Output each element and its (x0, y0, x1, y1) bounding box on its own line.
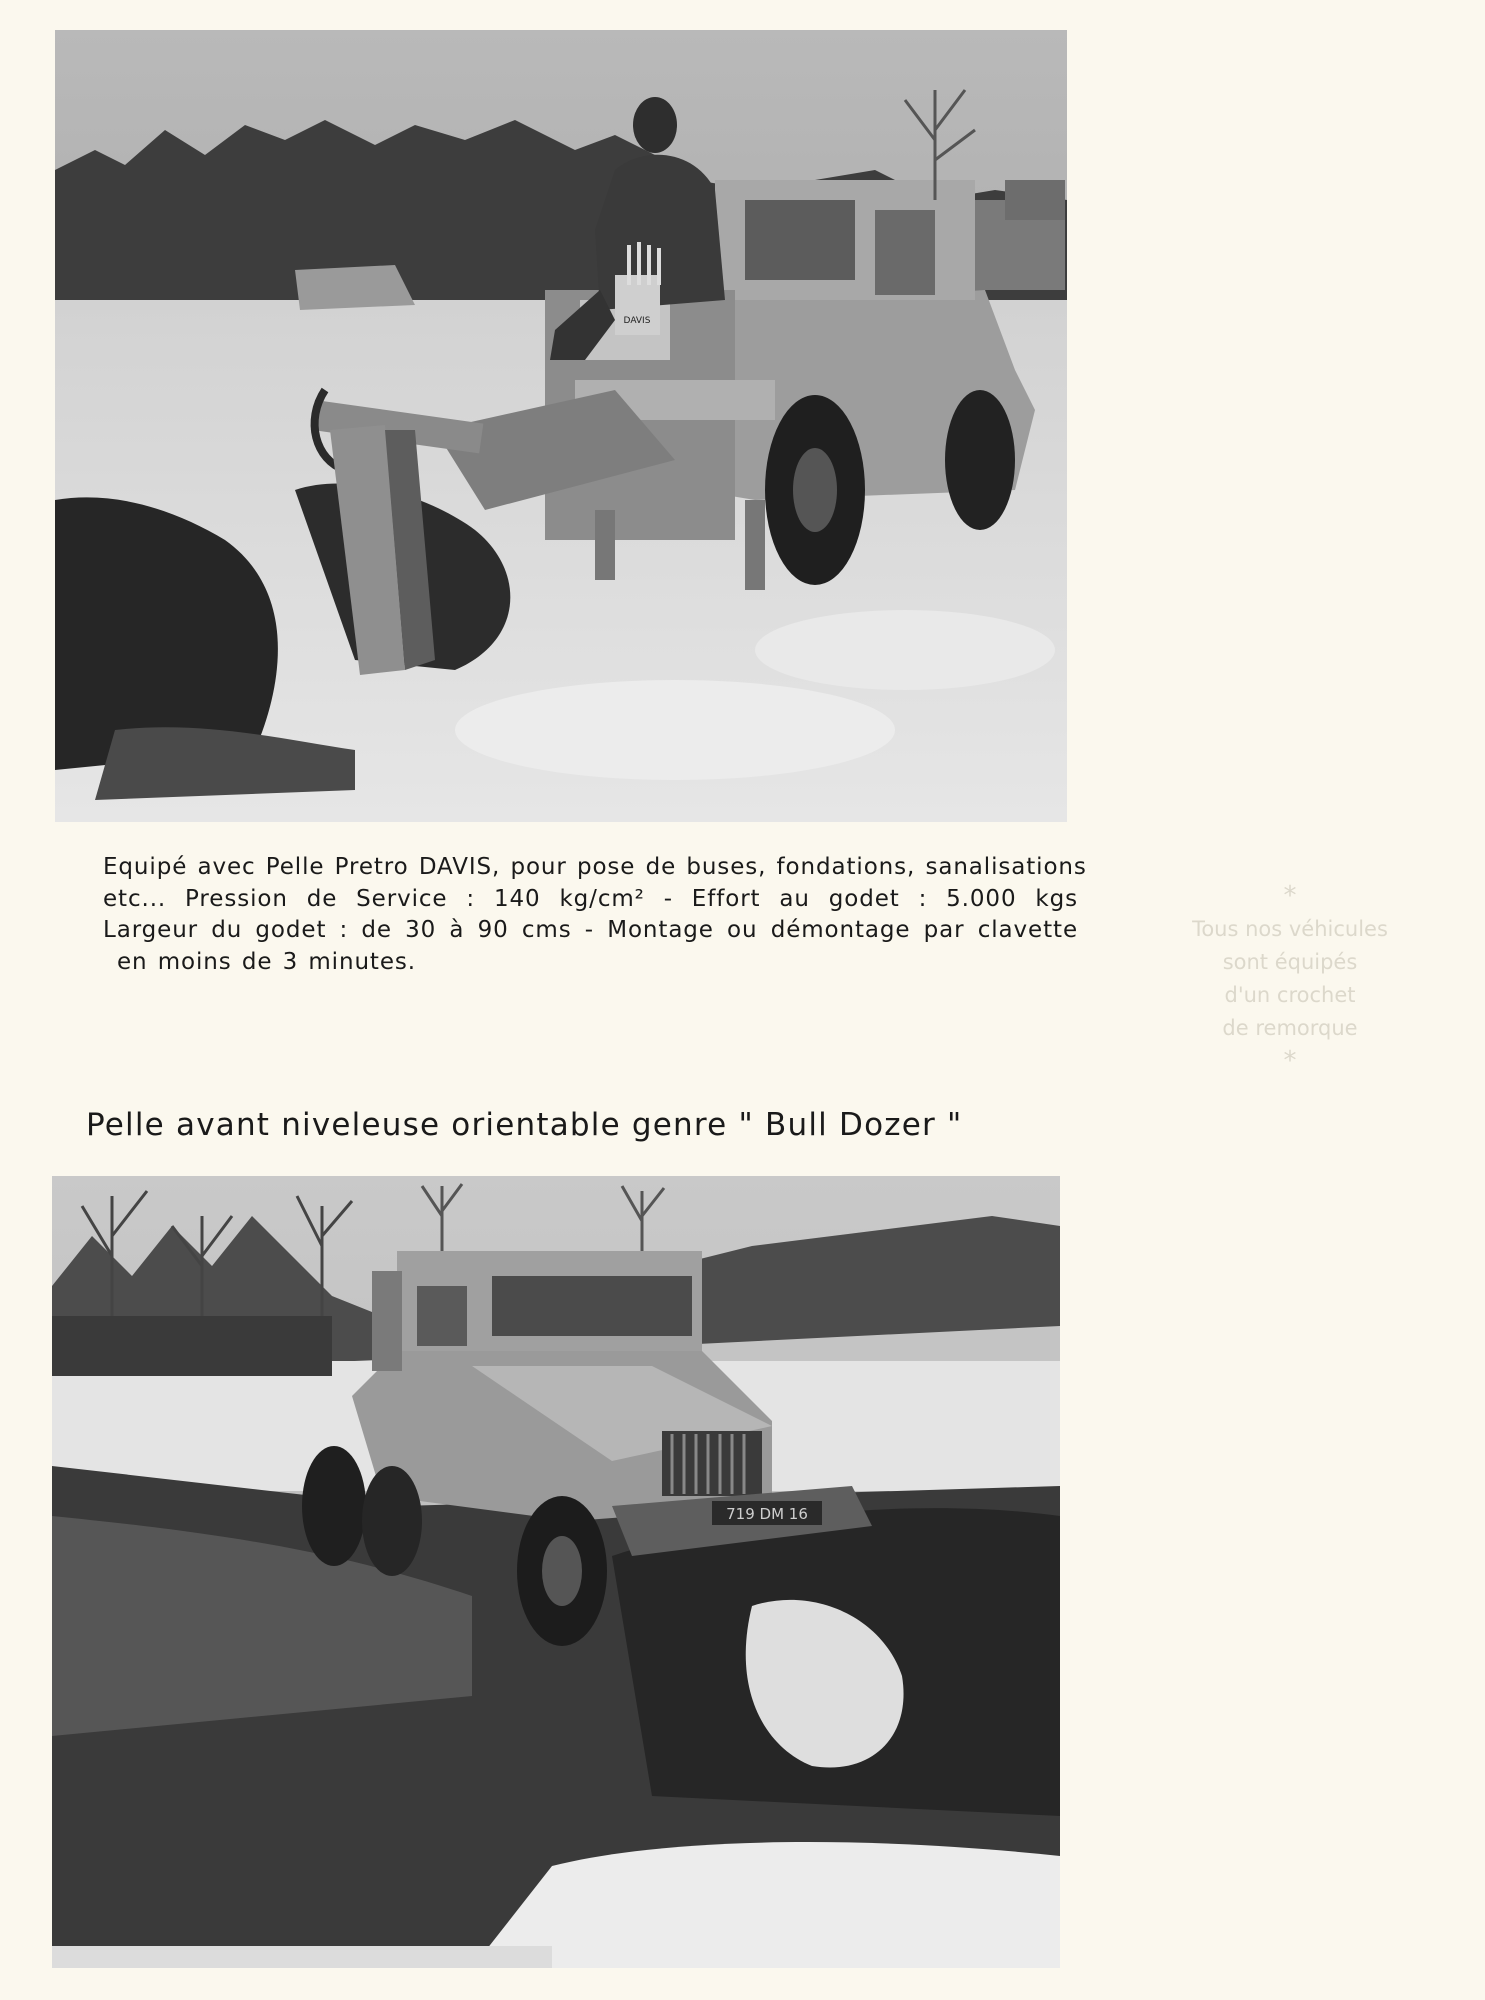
caption-line-3: Largeur du godet : de 30 à 90 cms - Montage ou démontage par clavette (103, 917, 1078, 943)
bleed-through-text (1140, 880, 1440, 1078)
backhoe-photo (55, 30, 1067, 822)
ghost-star-top: * (1283, 881, 1297, 911)
ghost-line-1: Tous nos véhicules (1192, 917, 1388, 941)
bulldozer-photo (52, 1176, 1060, 1968)
bulldozer-photo-image (52, 1176, 1060, 1968)
section-heading: Pelle avant niveleuse orientable genre " Bull Dozer " (86, 1107, 963, 1143)
caption-line-1: Equipé avec Pelle Pretro DAVIS, pour pose de buses, fondations, sanalisations (103, 854, 1087, 880)
ghost-line-2: sont équipés (1222, 950, 1358, 974)
caption-line-4: en moins de 3 minutes. (117, 948, 416, 975)
ghost-line-3: d'un crochet (1224, 983, 1356, 1007)
license-plate: 719 DM 16 (726, 1505, 808, 1523)
ghost-star-bottom: * (1283, 1046, 1297, 1076)
ghost-line-4: de remorque (1222, 1016, 1358, 1040)
caption-line-2: etc... Pression de Service : 140 kg/cm² - Effort au godet : 5.000 kgs (103, 885, 1078, 912)
davis-badge: DAVIS (623, 316, 651, 326)
photo1-caption (103, 852, 1087, 978)
backhoe-photo-image (55, 30, 1067, 822)
